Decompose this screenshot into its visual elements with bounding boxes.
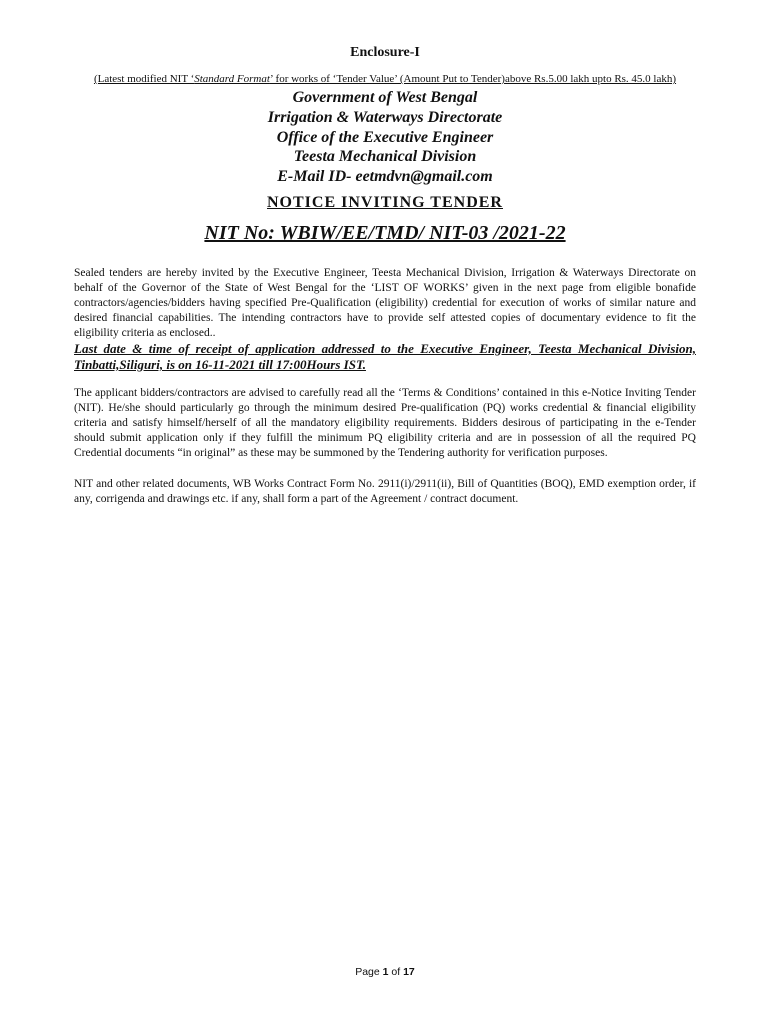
paragraph-last-date: Last date & time of receipt of application addressed to the Executive Engineer, Teesta Mechanical Division, Tinbatti,Siliguri, is on 16-11-2021 till 17:00Hours IST. xyxy=(74,341,696,372)
modified-prefix: (Latest modified NIT ‘ xyxy=(93,73,195,85)
page-total: 17 xyxy=(403,966,415,978)
paragraph-advice: The applicant bidders/contractors are advised to carefully read all the ‘Terms & Conditions’ contained in this e-Notice Inviting Tender (NIT). He/she should particularly go through the minimum desired Pre-qualification (PQ) works credential & financial eligibility criteria and satisfy himself/herself of all the mandatory eligibility requirements. Bidders desirous of participating in the e-Tender should submit application only if they fulfill the minimum PQ eligibility criteria and are in possession of all the required PQ Credential documents “in original” as these may be summoned by the Tendering authority for verification purposes. xyxy=(74,387,696,459)
page-of-word: of xyxy=(388,966,404,978)
paragraph-documents: NIT and other related documents, WB Works Contract Form No. 2911(i)/2911(ii), Bill of Quantities (BOQ), EMD exemption order, if any, corrigenda and drawings etc. if any, shall form a part of the Agreement / contract document. xyxy=(74,478,696,505)
header-email: E-Mail ID- eetmdvn@gmail.com xyxy=(277,168,493,185)
notice-title: NOTICE INVITING TENDER xyxy=(267,194,503,211)
modified-italic: Standard Format xyxy=(194,73,270,85)
nit-number: NIT No: WBIW/EE/TMD/ NIT-03 /2021-22 xyxy=(204,222,566,244)
page-word: Page xyxy=(355,966,383,978)
header-directorate: Irrigation & Waterways Directorate xyxy=(267,109,503,126)
header-division: Teesta Mechanical Division xyxy=(293,148,477,165)
modified-nit-line xyxy=(0,73,770,85)
header-office: Office of the Executive Engineer xyxy=(276,129,494,146)
modified-suffix: ’ for works of ‘Tender Value’ (Amount Put to Tender)above Rs.5.00 lakh upto Rs. 45.0 lakh) xyxy=(269,73,677,85)
paragraph-invitation: Sealed tenders are hereby invited by the Executive Engineer, Teesta Mechanical Division, Irrigation & Waterways Directorate on behalf of the Governor of the State of West Bengal for the ‘LIST OF WORKS’ given in the next page from eligible bonafide contractors/agencies/bidders having specified Pre-Qualification (eligibility) credential for execution of works of similar nature and desired financial capabilities. The intending contractors have to provide self attested copies of documentary evidence to fit the eligibility criteria as enclosed.. xyxy=(74,267,696,339)
page-current: 1 xyxy=(382,966,389,978)
enclosure-label: Enclosure-I xyxy=(350,45,420,60)
page-footer xyxy=(0,966,770,978)
header-government: Government of West Bengal xyxy=(292,89,478,106)
